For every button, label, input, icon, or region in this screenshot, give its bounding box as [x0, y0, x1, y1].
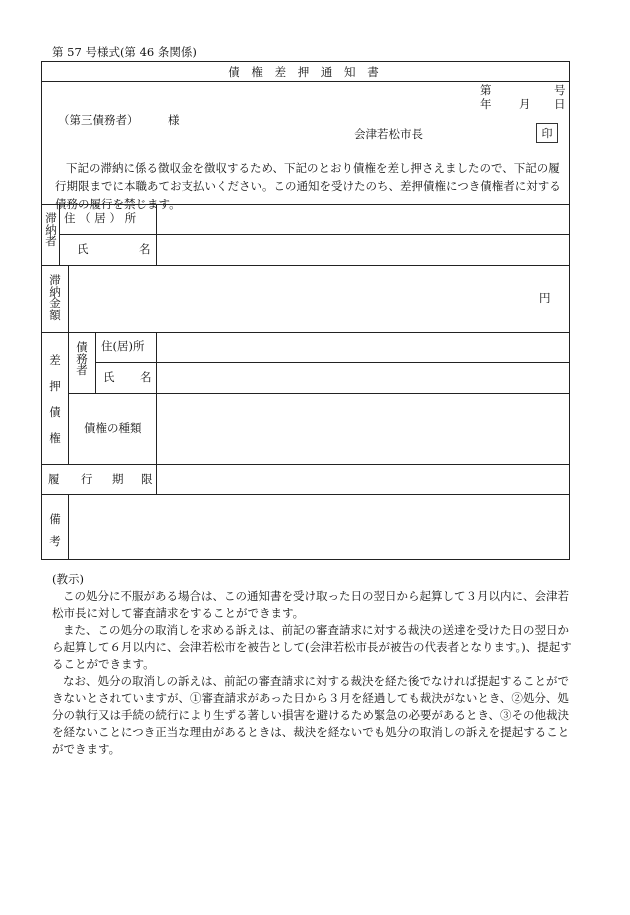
form-title: 債 権 差 押 通 知 書	[228, 65, 383, 79]
number-dai: 第	[480, 83, 492, 97]
name-label-b: 名	[139, 242, 151, 256]
issuer-name: 会津若松市長	[354, 127, 423, 141]
date-day: 日	[554, 97, 566, 111]
divider	[42, 81, 569, 82]
instruction-heading: (教示)	[52, 572, 84, 586]
divider	[95, 362, 569, 363]
delinquent-label: 滞 納 者	[45, 211, 57, 248]
seal-mark: 印	[536, 123, 558, 143]
form-number: 第 57 号様式(第 46 条関係)	[52, 45, 197, 59]
divider	[68, 265, 69, 332]
divider	[156, 464, 157, 494]
due-label-2: 行	[81, 472, 93, 486]
divider	[42, 332, 569, 333]
yen-unit: 円	[539, 291, 551, 305]
divider	[156, 332, 157, 464]
divider	[42, 204, 569, 205]
instruction-paragraph: この処分に不服がある場合は、この通知書を受け取った日の翌日から起算して３月以内に、会津若松市長に対して審査請求をすることができます。	[52, 589, 569, 620]
divider	[68, 393, 569, 394]
claim-type-label: 債権の種類	[84, 421, 142, 435]
date-year: 年	[480, 97, 492, 111]
address-label: 住 （ 居 ） 所	[64, 211, 137, 225]
notice-text: 下記の滞納に係る徴収金を徴収するため、下記のとおり債権を差し押さえましたので、下記の履行期限までに本職あてお支払いください。この通知を受けたのち、差押債権につき債権者に対する債務の履行を禁じます。	[55, 161, 561, 211]
divider	[95, 332, 96, 393]
divider	[68, 494, 69, 560]
divider	[156, 204, 157, 265]
due-label-1: 履	[48, 472, 60, 486]
due-label-4: 限	[141, 472, 153, 486]
date-month: 月	[519, 97, 531, 111]
debtor-name-a: 氏	[103, 370, 115, 384]
seized-claim-label: 差 押 債 権	[49, 353, 61, 445]
name-label-a: 氏	[77, 242, 89, 256]
notice-form	[41, 61, 570, 560]
debtor-address-label: 住(居)所	[101, 339, 145, 353]
instruction-section	[52, 571, 580, 758]
divider	[59, 204, 60, 265]
due-label-3: 期	[112, 472, 124, 486]
number-go: 号	[554, 83, 566, 97]
remarks-label: 備 考	[49, 512, 61, 548]
divider	[68, 332, 69, 464]
divider	[42, 464, 569, 465]
recipient-sama: 様	[168, 113, 180, 127]
amount-label: 滞 納 金 額	[49, 273, 61, 322]
debtor-label: 債 務 者	[76, 340, 88, 377]
divider	[42, 265, 569, 266]
recipient-label: （第三債務者）	[58, 113, 139, 127]
debtor-name-b: 名	[140, 370, 152, 384]
instruction-paragraph: なお、処分の取消しの訴えは、前記の審査請求に対する裁決を経た後でなければ提起することができないとされていますが、①審査請求があった日から３月を経過しても裁決がないとき、②処分、処分の執行又は手続の続行により生ずる著しい損害を避けるため緊急の必要があるとき、③その他裁決を経ないことにつき正当な理由があるときは、裁決を経ないでも処分の取消しの訴えを提起することができます。	[52, 674, 570, 756]
divider	[59, 234, 569, 235]
instruction-paragraph: また、この処分の取消しを求める訴えは、前記の審査請求に対する裁決の送達を受けた日の翌日から起算して６月以内に、会津若松市を被告として(会津若松市長が被告の代表者となります。)、提起することができます。	[52, 623, 572, 671]
divider	[42, 494, 569, 495]
